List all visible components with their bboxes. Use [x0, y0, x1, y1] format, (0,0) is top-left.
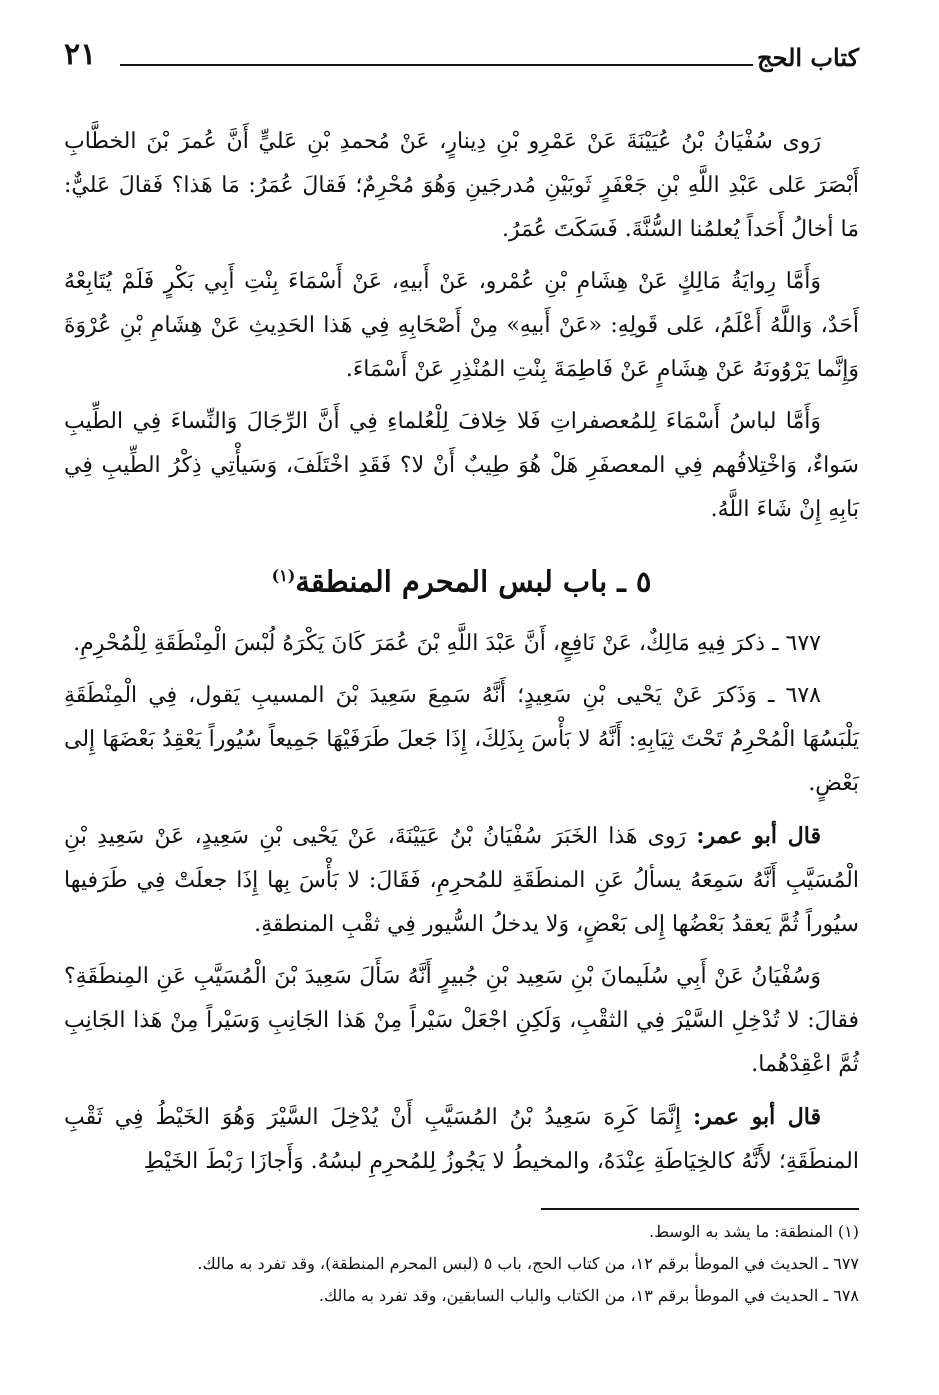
footnote-rule [541, 1208, 859, 1210]
main-text [64, 120, 859, 1192]
commentary-2 [64, 1095, 859, 1184]
commentary-2-text: إِنَّمَا كَرِهَ سَعِيدُ بْنُ المُسَيَّبِ أَنْ يُدْخِلَ السَّيْرَ وَهُوَ الخَيْطُ فِي ثَقْبِ المنطَقَةِ؛ لأَنَّهُ كالخِيَاطَةِ عِنْدَهُ، والمخيطُ لا يَجُوزُ لِلمُحرِمِ لبسُهُ. وَأَجازَا رَبْطَ الخَيْطِ [64, 1104, 859, 1174]
running-header [64, 38, 859, 78]
paragraph-7: وَسُفْيَانُ عَنْ أَبِي سُلَيمانَ بْنِ سَعِيد بْنِ جُبيرٍ أَنَّهُ سَأَلَ سَعِيدَ بْنَ الْمُسَيَّبِ عَنِ المِنطَقَةِ؟ فقالَ: لا تُدْخِلِ السَّيْرَ فِي الثقْبِ، وَلَكِنِ اجْعَلْ سَيْراً مِنْ هَذا الجَانِبِ وَسَيْراً مِنْ هَذا الجَانِبِ ثُمَّ اعْقِدْهُما. [64, 963, 859, 1077]
footnote-1: (١) المنطقة: ما يشد به الوسط. [649, 1222, 859, 1241]
chapter-heading [64, 556, 859, 602]
page-number: ٢١ [64, 37, 97, 72]
chapter-footnote-ref: (١) [271, 566, 296, 585]
commentary-1 [64, 814, 859, 947]
commentary-1-lead: قال أبو عمر: [696, 822, 822, 849]
hadith-678: ٦٧٨ ـ وَذَكرَ عَنْ يَحْيى بْنِ سَعِيدٍ؛ أَنَّهُ سَمِعَ سَعِيدَ بْنَ المسيبِ يَقول، فِي الْمِنْطَقَةِ يَلْبَسُهَا الْمُحْرِمُ تَحْتَ ثِيَابِهِ: أَنَّهُ لا بَأْسَ بِذَلِكَ، إِذَا جَعلَ طَرَفَيْهَا جَمِيعاً سُيُوراً يَعْقِدُ بَعْضَهَا إِلى بَعْضٍ. [64, 682, 859, 796]
book-title: كتاب الحج [757, 43, 859, 72]
footnote-677: ٦٧٧ ـ الحديث في الموطأ برقم ١٢، من كتاب الحج، باب ٥ (لبس المحرم المنطقة)، وقد تفرد به مالك. [197, 1254, 859, 1273]
header-rule [120, 64, 753, 66]
chapter-heading-text: ٥ ـ باب لبس المحرم المنطقة [295, 564, 652, 599]
paragraph-2: وَأَمَّا رِوايَةُ مَالِكٍ عَنْ هِشَامِ بْنِ عُمْرو، عَنْ أَبيهِ، عَنْ أَسْمَاءَ بِنْتِ أَبِي بَكْرٍ فَلَمْ يُتَابِعْهُ أَحَدٌ، وَاللَّهُ أَعْلَمُ، عَلى قَولِهِ: «عَنْ أَبيهِ» مِنْ أَصْحَابِهِ فِي هَذا الحَدِيثِ عَنْ هِشَامِ بْنِ عُرْوَةَ وَإِنَّما يَرْوُونَهُ عَنْ هِشَامٍ عَنْ فَاطِمَةَ بِنْتِ المُنْذِرِ عَنْ أَسْمَاءَ. [64, 269, 859, 382]
commentary-2-lead: قال أبو عمر: [693, 1103, 821, 1130]
commentary-1-text: رَوى هَذا الخَبَرَ سُفْيَانُ بْنُ عَيَيْنَةَ، عَنْ يَحْيى بْنِ سَعِيدٍ، عَنْ سَعِيدِ بْنِ الْمُسَيَّبِ أَنَّهُ سَمِعَهُ يسألُ عَنِ المنطَقَةِ للمُحرِمِ، فَقَالَ: لا بَأْسَ بِها إِذَا جعلَتْ فِي طَرَفيها سيُوراً ثُمَّ يَعقدُ بَعْضُها إِلى بَعْضٍ، وَلا يدخلُ السُّيور فِي ثقْبِ المنطقةِ. [64, 823, 859, 937]
paragraph-3: وَأَمَّا لباسُ أَسْمَاءَ لِلمُعصفراتِ فَلا خِلافَ لِلْعُلماءِ فِي أَنَّ الرِّجَالَ وَالنِّساءَ فِي الطِّيبِ سَواءٌ، وَاخْتِلافُهم فِي المعصفَرِ هَلْ هُوَ طِيبٌ أَنْ لا؟ فَقَدِ اخْتَلَفَ، وَسَيأْتِي ذِكْرُ الطِّيبِ فِي بَابِهِ إِنْ شَاءَ اللَّهُ. [64, 409, 859, 522]
footnote-678: ٦٧٨ ـ الحديث في الموطأ برقم ١٣، من الكتاب والباب السابقين، وقد تفرد به مالك. [318, 1286, 859, 1305]
paragraph-1: رَوى سُفْيَانُ بْنُ عُيَيْنَةَ عَنْ عَمْرِو بْنِ دِينارٍ، عَنْ مُحمدِ بْنِ عَليٍّ أَنَّ عُمرَ بْنَ الخطَّابِ أَبْصَرَ عَلى عَبْدِ اللَّهِ بْنِ جَعْفَرٍ ثَوبَيْنِ مُدرجَينِ وَهُوَ مُحْرِمٌ؛ فَقالَ عُمَرُ: مَا هَذا؟ فَقالَ عَليٌّ: مَا أخالُ أَحَداً يُعلمُنا السُّنَّةَ. فَسَكَتَ عُمَرُ. [64, 129, 859, 242]
footnotes [64, 1218, 859, 1314]
hadith-677: ٦٧٧ ـ ذكرَ فِيهِ مَالِكٌ، عَنْ نَافِعٍ، أَنَّ عَبْدَ اللَّهِ بْنَ عُمَرَ كَانَ يَكْرَهُ لُبْسَ الْمِنْطَقَةِ لِلْمُحْرِمِ. [73, 630, 821, 656]
